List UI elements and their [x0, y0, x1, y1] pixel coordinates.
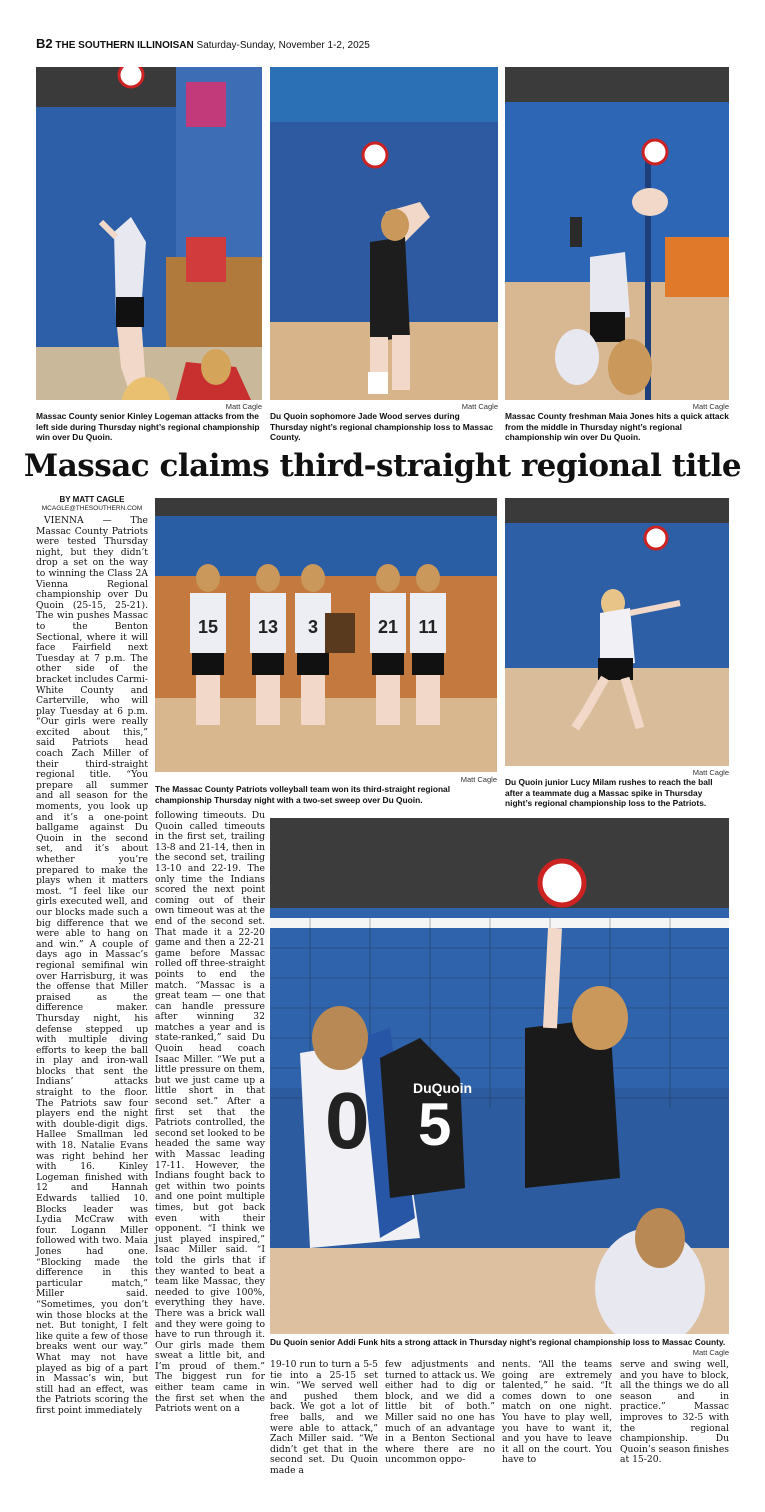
article-column-5 [502, 1360, 612, 1466]
player-head [376, 564, 400, 592]
player-legs [416, 675, 440, 725]
photo-team-celebration [155, 498, 497, 772]
photo-caption: Du Quoin junior Lucy Milam rushes to reach the ball after a teammate dug a Massac spike in Thursday night’s regional championship loss to the Patriots. [505, 777, 713, 809]
photo-wood-serve [270, 67, 498, 400]
page-folio [36, 36, 736, 51]
photo-caption: Massac County senior Kinley Logeman attacks from the left side during Thursday night’s regional championship win over Du Quoin. [36, 411, 260, 443]
article-byline: BY MATT CAGLE [59, 495, 125, 504]
photo-caption: Du Quoin sophomore Jade Wood serves during Thursday night’s regional championship loss to Massac County. [270, 411, 494, 443]
article-column-6 [620, 1360, 729, 1466]
jersey-number: 11 [418, 617, 438, 637]
player-shorts [412, 653, 444, 675]
photo-credit: Matt Cagle [225, 402, 262, 411]
page-number: B2 [36, 36, 53, 51]
svg-text:0: 0 [325, 1076, 370, 1165]
player-legs [301, 675, 325, 725]
jersey-wordmark: DuQuoin [413, 1080, 473, 1096]
photo-logeman-attack [36, 67, 262, 400]
player-shorts [192, 653, 224, 675]
photo-credit: Matt Cagle [692, 768, 729, 777]
player-shorts [372, 653, 404, 675]
photo-caption: Massac County freshman Maia Jones hits a quick attack from the middle in Thursday night’s regional championship win over Du Quoin. [505, 411, 729, 443]
player-legs [196, 675, 220, 725]
player-head [416, 564, 440, 592]
team-photo-art [155, 498, 497, 772]
article-text: 19-10 run to turn a 5-5 tie into a 25-15 set win. “We served well and pushed them back. We got a lot of free balls, and we were able to attack,” Zach Miller said. “We didn’t get that in the second set. Du Quoin made a [270, 1359, 378, 1476]
player-shorts [252, 653, 284, 675]
jersey-number: 5 [418, 1091, 452, 1158]
author-email: MCAGLE@THESOUTHERN.COM [41, 505, 143, 512]
trophy-plaque [325, 613, 355, 653]
photo-credit: Matt Cagle [461, 402, 498, 411]
jersey-number: 21 [377, 617, 399, 637]
issue-date: Saturday-Sunday, November 1-2, 2025 [196, 40, 370, 51]
photo-funk-attack [270, 818, 729, 1334]
article-column-4 [385, 1360, 495, 1466]
article-text: VIENNA — The Massac County Patriots were tested Thursday night, but they didn’t drop a set on the way to winning the Class 2A Vienna Regional championship over Du Quoin (25-15, 25-21). The win pushes Massac to the Benton Sectional, where it will face Fairfield next Tuesday at 7 p.m. The other side of the bracket includes Carmi-White County and Carterville, who will play Tuesday at 6 p.m. “Our girls were really excited about this,” said Patriots head coach Zach Miller of their third-straight regional title. “You prepare all summer and all season for the moments, you look up and it’s a one-point ballgame against Du Quoin in the second set, and it’s about whether you’re prepared to make the plays when it matters most. “I feel like our girls executed well, and our blocks made such a big difference that we were able to hang on and win.” A couple of days ago in Massac’s regional semifinal win over Harrisburg, it was the offense that Miller praised as the difference maker. Thursday night, his defense stepped up with multiple diving efforts to keep the ball in play and iron-wall blocks that sent the Indians’ attacks straight to the floor. The Patriots saw four players end the night with double-digit digs. Hallee Smallman led with 18. Natalie Evans was right behind her with 16. Kinley Logeman finished with 12 and Hannah Edwards tallied 10. Blocks leader was Lydia McCraw with four. Logann Miller followed with two. Maia Jones had one. “Blocking made the difference in this particular match,” Miller said. “Sometimes, you don’t win those blocks at the net. But tonight, I felt like quite a few of those breaks went our way.” What may not have played as big of a part in Massac’s win, but still had an effect, was the Patriots scoring the first point immediately [36, 515, 148, 1416]
player-legs [376, 675, 400, 725]
photo-credit: Matt Cagle [692, 1348, 729, 1357]
article-text: few adjustments and turned to attack us. We either had to dig or block, and we did a little bit of both.” Miller said no one has much of an advantage in a Benton Sectional where there are no uncommon oppo- [385, 1359, 495, 1466]
photo-credit: Matt Cagle [460, 775, 497, 784]
photo-credit: Matt Cagle [692, 402, 729, 411]
photo-jones-attack [505, 67, 729, 400]
newspaper-name: THE SOUTHERN ILLINOISAN [55, 40, 194, 51]
jersey-number: 13 [257, 617, 279, 637]
article-column-2 [155, 811, 265, 1415]
article-text: following timeouts. Du Quoin called timeouts in the first set, trailing 13-8 and 21-14, then in the second set, trailing 13-10 and 22-19. The only time the Indians scored the next point coming out of their own timeout was at the end of the second set. That made it a 22-20 game and then a 22-21 game before Massac rolled off three-straight points to end the match. “Massac is a great team — one that can handle pressure after winning 32 matches a year and is state-ranked,” said Du Quoin head coach Isaac Miller. “We put a little pressure on them, but we just came up a little short in that second set.” After a first set that the Patriots controlled, the second set looked to be headed the same way with Massac leading 17-11. However, the Indians fought back to get within two points and one point multiple times, but got back even with their opponent. “I think we just played inspired,” Isaac Miller said. “I told the girls that if they wanted to beat a team like Massac, they needed to give 100%, everything they have. There was a brick wall and they were going to have to run through it. Our girls made them sweat a little bit, and I’m proud of them.” The biggest run for either team came in the first set when the Patriots went on a [155, 810, 265, 1415]
article-text: nents. “All the teams going are extremely talented,” he said. “It comes down to one match on one night. You have to play well, you have to want it, and you have to leave it all on the court. You have to [502, 1359, 612, 1466]
player-head [256, 564, 280, 592]
jersey-number: 3 [307, 617, 319, 637]
article-headline: Massac claims third-straight regional title [23, 448, 742, 484]
article-column-1 [36, 516, 148, 1416]
photo-milam-dig [505, 498, 729, 766]
photo-caption: Du Quoin senior Addi Funk hits a strong attack in Thursday night’s regional championship loss to Massac County. [270, 1337, 726, 1347]
player-head [196, 564, 220, 592]
jersey-number: 15 [197, 617, 219, 637]
article-text: serve and swing well, and you have to block, all the things we do all season and in practice.” Massac improves to 32-5 with the regional championship. Du Quoin’s season finishes at 15-20. [620, 1359, 729, 1466]
player-shorts [297, 653, 329, 675]
article-column-3 [270, 1360, 378, 1477]
player-head [301, 564, 325, 592]
photo-caption: The Massac County Patriots volleyball team won its third-straight regional championship Thursday night with a two-set sweep over Du Quoin. [155, 784, 451, 805]
player-legs [256, 675, 280, 725]
